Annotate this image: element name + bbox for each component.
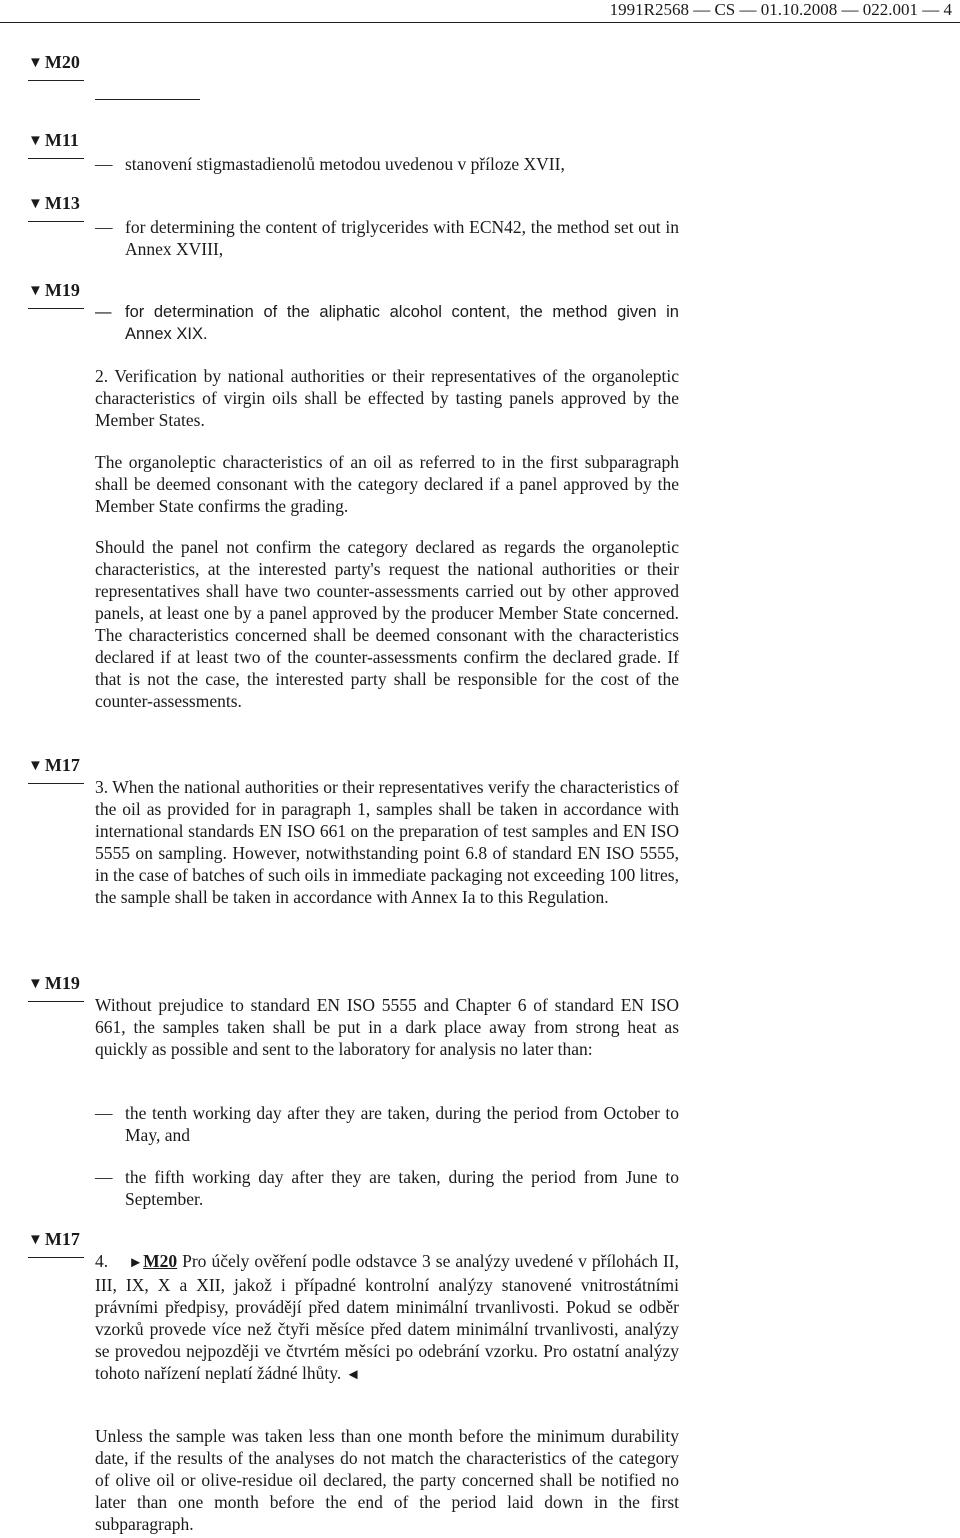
list-item-aliphatic [95, 301, 679, 345]
amendment-marker-m19-second [28, 973, 84, 1002]
paragraph-number: 4. [95, 1251, 109, 1271]
dash-bullet: — [95, 303, 112, 321]
amendment-marker-m13 [28, 193, 84, 222]
triangle-down-icon: ▼ [28, 1232, 43, 1248]
dash-bullet: — [95, 217, 113, 237]
paragraph-4 [95, 1250, 679, 1386]
marker-label: M17 [44, 755, 80, 775]
page-header [0, 0, 960, 23]
dash-bullet: — [95, 1103, 113, 1123]
amendment-marker-m20 [28, 52, 84, 81]
list-item-fifth-day [95, 1166, 679, 1210]
triangle-down-icon: ▼ [28, 976, 43, 992]
list-item-text: for determining the content of triglycerides with ECN42, the method set out in Annex XVIII, [125, 217, 679, 259]
dash-bullet: — [95, 154, 113, 174]
triangle-down-icon: ▼ [28, 758, 43, 774]
amendment-marker-m17-second [28, 1229, 84, 1258]
triangle-down-icon: ▼ [28, 196, 43, 212]
paragraph-3: 3. When the national authorities or their representatives verify the characteristics of the oil as provided for in paragraph 1, samples shall be taken in accordance with international standards EN ISO 661 on the preparation of test samples and EN ISO 5555 on sampling. However, notwithstanding point 6.8 of standard EN ISO 5555, in the case of batches of such oils in immediate packaging not exceeding 100 litres, the sample shall be taken in accordance with Annex Ia to this Regulation. [95, 777, 679, 907]
list-item-stigmastadienols [95, 153, 679, 175]
paragraph-3-subparagraph-2: Without prejudice to standard EN ISO 5555 and Chapter 6 of standard EN ISO 661, the samples taken shall be put in a dark place away from strong heat as quickly as possible and sent to the laboratory for analysis no later than: [95, 995, 679, 1059]
marker-label: M11 [44, 130, 79, 150]
amendment-end-arrow-icon: ◄ [345, 1367, 361, 1383]
amendment-reference-link[interactable]: M20 [143, 1251, 178, 1271]
marker-label: M17 [44, 1229, 80, 1249]
amendment-marker-m11 [28, 130, 84, 159]
triangle-down-icon: ▼ [28, 55, 43, 71]
paragraph-2-subparagraph-2: The organoleptic characteristics of an oil as referred to in the first subparagraph shall be deemed consonant with the category declared if a panel approved by the Member State confirms the grading. [95, 452, 679, 516]
marker-label: M13 [44, 193, 80, 213]
paragraph-2: 2. Verification by national authorities or their representatives of the organoleptic characteristics of virgin oils shall be effected by tasting panels approved by the Member States. [95, 366, 679, 430]
paragraph-2-subparagraph-3: Should the panel not confirm the category declared as regards the organoleptic characteristics, at the interested party's request the national authorities or their representatives shall have two counter-assessments carried out by other approved panels, at least one by a panel approved by the producer Member State concerned. The characteristics concerned shall be deemed consonant with the characteristics declared if at least two of the counter-assessments confirm the declared grade. If that is not the case, the interested party shall be responsible for the cost of the counter-assessments. [95, 537, 679, 711]
amendment-marker-m19 [28, 280, 84, 309]
paragraph-4-subparagraph-2: Unless the sample was taken less than one month before the minimum durability date, if the results of the analyses do not match the characteristics of the category of olive oil or olive-residue oil declared, the party concerned shall be notified no later than one month before the end of the period laid down in the first subparagraph. [95, 1426, 679, 1534]
deletion-rule [95, 99, 200, 100]
triangle-down-icon: ▼ [28, 283, 43, 299]
list-item-text: for determination of the aliphatic alcohol content, the method given in Annex XIX. [125, 303, 679, 343]
amendment-start-arrow-icon: ► [128, 1255, 144, 1271]
list-item-text: the tenth working day after they are taken, during the period from October to May, and [125, 1103, 679, 1145]
document-reference: 1991R2568 — CS — 01.10.2008 — 022.001 — 4 [609, 0, 952, 19]
dash-bullet: — [95, 1167, 113, 1187]
amendment-marker-m17 [28, 755, 84, 784]
list-item-text: the fifth working day after they are taken, during the period from June to September. [125, 1167, 679, 1209]
list-item-tenth-day [95, 1102, 679, 1146]
marker-label: M19 [44, 280, 80, 300]
marker-label: M20 [44, 52, 80, 72]
marker-label: M19 [44, 973, 80, 993]
list-item-triglycerides [95, 216, 679, 260]
triangle-down-icon: ▼ [28, 133, 43, 149]
paragraph-4-text: Pro účely ověření podle odstavce 3 se analýzy uvedené v přílohách II, III, IX, X a XII, jakož i případné kontrolní analýzy stanovené vnitrostátními právními předpisy, provádějí před datem minimální trvanlivosti. Pokud se odběr vzorků provede více než čtyři měsíce před datem minimální trvanlivosti, analýzy se provedou nejpozději ve čtvrtém měsíci po odebrání vzorku. Pro ostatní analýzy tohoto nařízení neplatí žádné lhůty. [95, 1251, 680, 1383]
list-item-text: stanovení stigmastadienolů metodou uvedenou v příloze XVII, [125, 154, 565, 174]
